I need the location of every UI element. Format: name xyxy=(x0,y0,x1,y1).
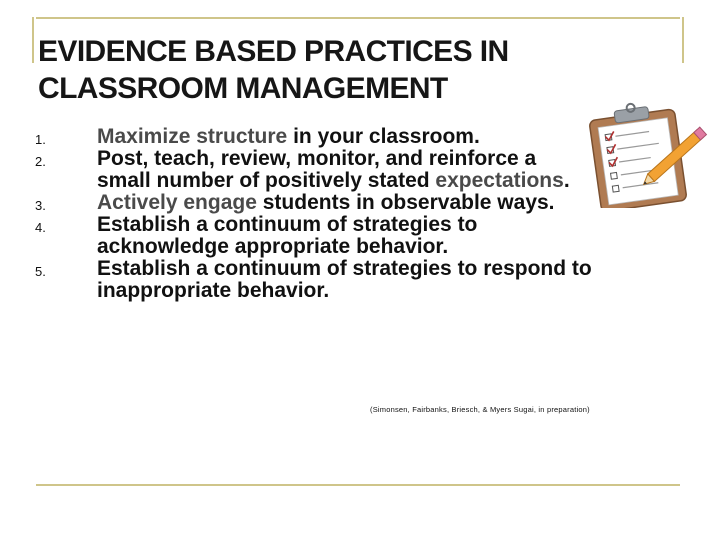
frame-right-line xyxy=(682,17,684,63)
list-item xyxy=(35,192,595,214)
slide-title-line-1: EVIDENCE BASED PRACTICES IN xyxy=(38,35,509,68)
list-number: 3. xyxy=(35,198,46,213)
list-item xyxy=(35,148,595,192)
clipboard-checklist-icon xyxy=(580,98,720,208)
citation: (Simonsen, Fairbanks, Briesch, & Myers Sugai, in preparation) xyxy=(370,405,590,414)
list-item xyxy=(35,126,595,148)
frame-top-line xyxy=(36,17,680,19)
list-number: 4. xyxy=(35,220,46,235)
list-number: 1. xyxy=(35,132,46,147)
practices-list xyxy=(35,126,595,302)
frame-left-line xyxy=(32,17,34,63)
slide-title xyxy=(38,34,638,107)
list-text: Establish a continuum of strategies to acknowledge appropriate behavior. xyxy=(97,213,478,258)
list-item xyxy=(35,214,595,258)
list-text: Establish a continuum of strategies to respond to inappropriate behavior. xyxy=(97,257,592,302)
list-number: 2. xyxy=(35,154,46,169)
slide-title-line-2: CLASSROOM MANAGEMENT xyxy=(38,71,448,105)
frame-bottom-line xyxy=(36,484,680,486)
list-text: Post, teach, review, monitor, and reinforce a small number of positively stated expectations. xyxy=(97,147,570,192)
list-number: 5. xyxy=(35,264,46,279)
list-text: Actively engage students in observable ways. xyxy=(97,191,555,214)
list-text: Maximize structure in your classroom. xyxy=(97,125,480,148)
list-item xyxy=(35,258,595,302)
